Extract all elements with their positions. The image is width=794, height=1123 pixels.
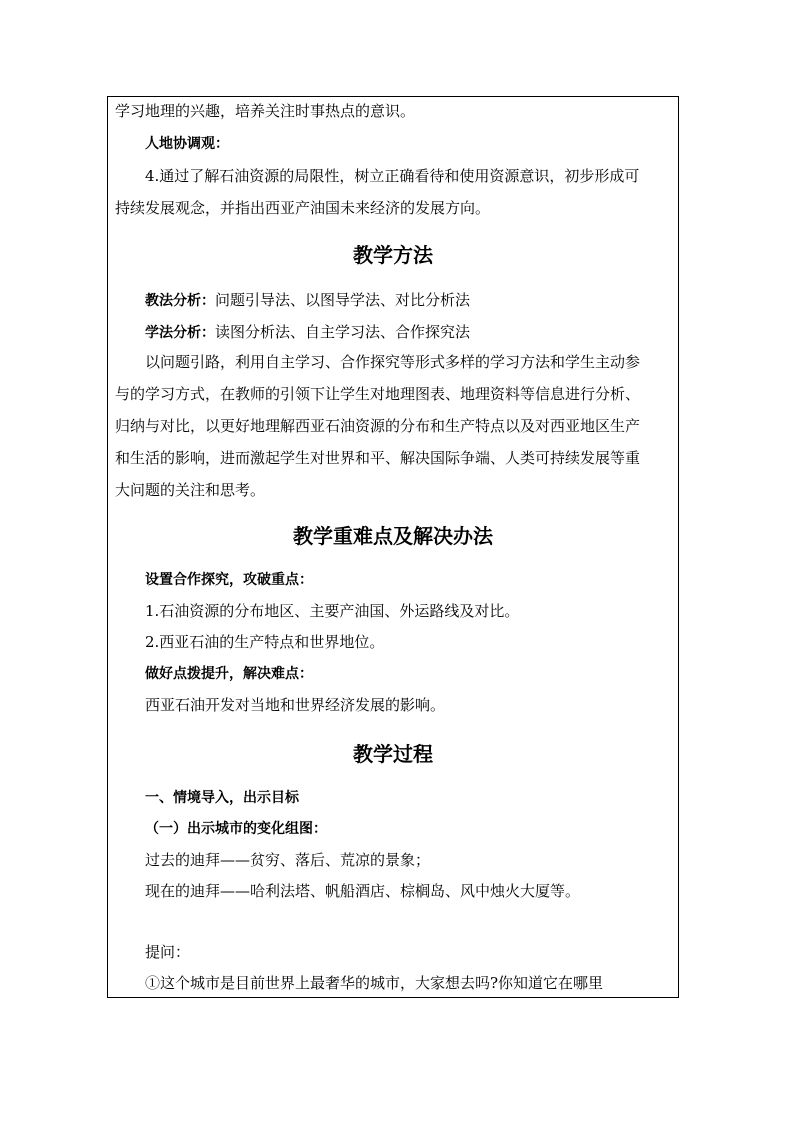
difficulty-label: 做好点拨提升，解决难点： — [145, 666, 313, 682]
teach-method-text: 问题引导法、以图导学法、对比分析法 — [215, 291, 471, 309]
teach-method-line — [145, 290, 703, 311]
teach-method-label: 教法分析： — [145, 293, 215, 309]
goals-line-1: 学习地理的兴趣，培养关注时事热点的意识。 — [115, 102, 416, 120]
learn-method-label: 学法分析： — [145, 325, 215, 341]
goal-item-4-line-1: 4.通过了解石油资源的局限性，树立正确看待和使用资源意识，初步形成可 — [145, 167, 640, 185]
document-table-cell — [107, 96, 679, 998]
key-points-heading: 教学重难点及解决办法 — [293, 524, 493, 548]
methods-paragraph-line: 和生活的影响，进而激起学生对世界和平、解决国际争端、人类可持续发展等重 — [115, 449, 641, 467]
process-now: 现在的迪拜——哈利法塔、帆船酒店、棕榈岛、风中烛火大厦等。 — [145, 882, 581, 900]
difficulty-text: 西亚石油开发对当地和世界经济发展的影响。 — [145, 696, 446, 714]
harmony-label: 人地协调观： — [145, 136, 229, 152]
learn-method-text: 读图分析法、自主学习法、合作探究法 — [215, 323, 471, 341]
process-past: 过去的迪拜——贫穷、落后、荒凉的景象； — [145, 851, 431, 869]
question-1: ①这个城市是目前世界上最奢华的城市，大家想去吗?你知道它在哪里 — [145, 974, 604, 992]
methods-heading: 教学方法 — [353, 243, 433, 267]
learn-method-line — [145, 322, 703, 343]
methods-paragraph-line: 归纳与对比，以更好地理解西亚石油资源的分布和生产特点以及对西亚地区生产 — [115, 417, 641, 435]
focus-item: 1.石油资源的分布地区、主要产油国、外运路线及对比。 — [145, 602, 520, 620]
focus-item: 2.西亚石油的生产特点和世界地位。 — [145, 633, 385, 651]
question-label: 提问： — [145, 943, 191, 961]
goal-item-4-line-2: 持续发展观念，并指出西亚产油国未来经济的发展方向。 — [115, 199, 491, 217]
process-heading: 教学过程 — [353, 742, 433, 766]
methods-paragraph-line: 大问题的关注和思考。 — [115, 481, 266, 499]
methods-paragraph-line: 与的学习方式，在教师的引领下让学生对地理图表、地理资料等信息进行分析、 — [115, 385, 641, 403]
methods-paragraph-line: 以问题引路，利用自主学习、合作探究等形式多样的学习方法和学生主动参 — [145, 353, 641, 371]
process-subsection-1: （一）出示城市的变化组图： — [145, 821, 327, 837]
focus-label: 设置合作探究，攻破重点： — [145, 572, 313, 588]
process-section-1: 一、情境导入，出示目标 — [145, 790, 299, 806]
